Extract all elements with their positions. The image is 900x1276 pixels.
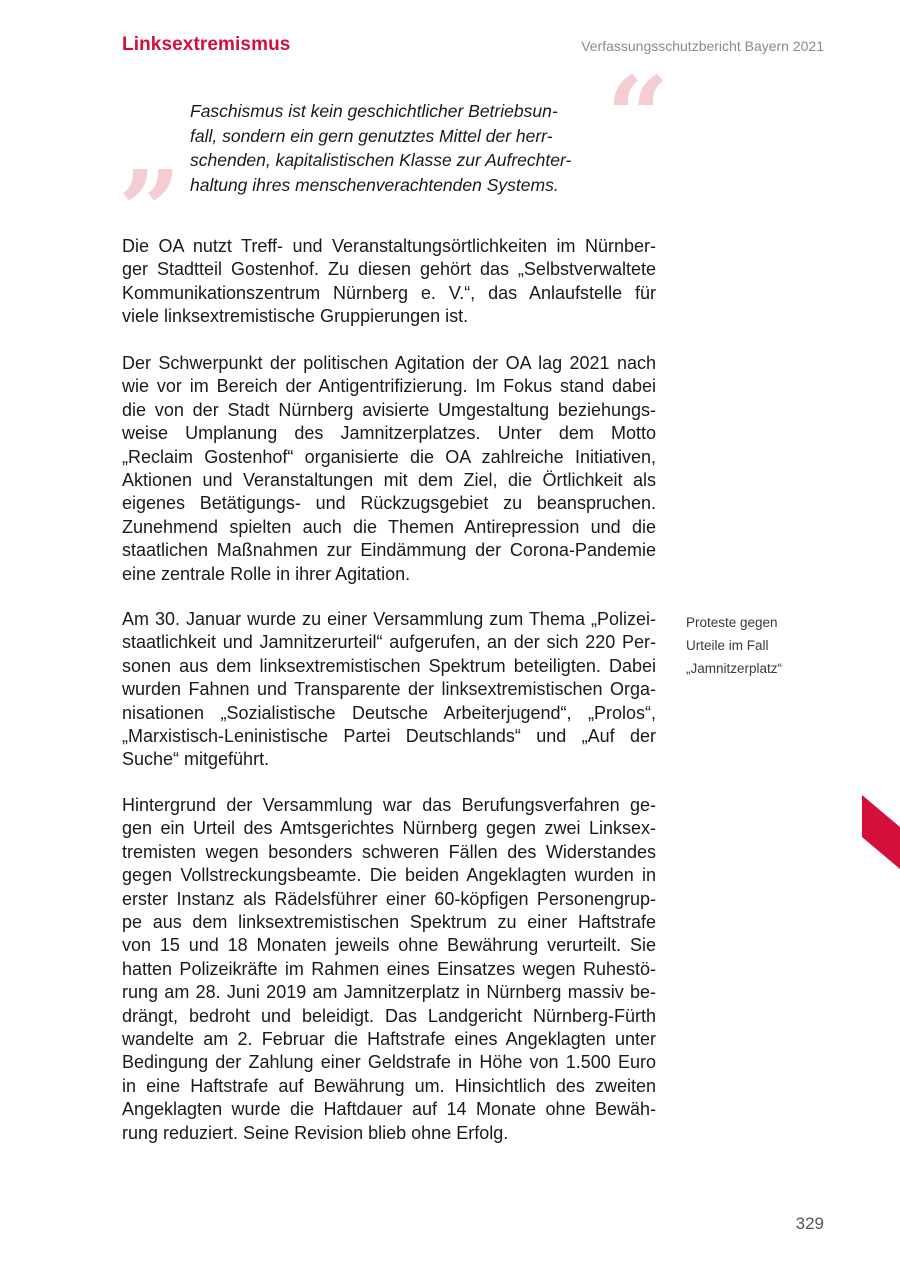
margin-note-line: „Jamnitzerplatz“ (686, 661, 783, 676)
paragraph-line: wandelte am 2. Februar die Haftstrafe eines Angeklagten unter (122, 1029, 656, 1050)
paragraph-line: Die OA nutzt Treff- und Veranstaltungsörtlichkeiten im Nürnber- (122, 236, 656, 256)
paragraph-line: weise Umplanung des Jamnitzerplatzes. Unter dem Motto (122, 423, 656, 444)
paragraph-line: von 15 und 18 Monaten jeweils ohne Bewährung verurteilt. Sie (122, 935, 656, 956)
chapter-side-tab (862, 795, 900, 869)
paragraph-line: Kommunikationszentrum Nürnberg e. V.“, das Anlaufstelle für (122, 282, 656, 303)
paragraph-line: eigenes Betätigungs- und Rückzugsgebiet zu beanspruchen. (122, 493, 656, 514)
paragraph-line: „Marxistisch-Leninistische Partei Deutschlands“ und „Auf der (122, 726, 656, 747)
page-number: 329 (795, 1214, 824, 1233)
paragraph-line: tremisten wegen besonders schweren Fällen des Widerstandes (122, 841, 656, 862)
paragraph-line: Aktionen und Veranstaltungen mit dem Ziel, die Örtlichkeit als (122, 470, 656, 491)
paragraph-3 (122, 608, 656, 772)
paragraph-line: gen ein Urteil des Amtsgerichtes Nürnberg gegen zwei Linksex- (122, 818, 656, 839)
paragraph-line: Suche“ mitgeführt. (122, 749, 270, 770)
section-title: Linksextremismus (122, 34, 291, 55)
pull-quote-line: haltung ihres menschenverachtenden Systems. (190, 174, 559, 195)
paragraph-line: wie vor im Bereich der Antigentrifizierung. Im Fokus stand dabei (122, 376, 656, 397)
opening-quote-mark: “ (606, 52, 670, 181)
closing-quote-mark: ” (118, 146, 182, 275)
paragraph-line: viele linksextremistische Gruppierungen ist. (122, 306, 469, 327)
paragraph-line: sonen aus dem linksextremistischen Spektrum beteiligten. Dabei (122, 655, 656, 676)
pull-quote-line: fall, sondern ein gern genutztes Mittel der herr- (190, 125, 553, 146)
paragraph-line: Der Schwerpunkt der politischen Agitation der OA lag 2021 nach (122, 353, 656, 373)
paragraph-line: Angeklagten wurde die Haftdauer auf 14 Monate ohne Bewäh- (122, 1099, 656, 1120)
pull-quote (190, 99, 590, 197)
paragraph-line: ger Stadtteil Gostenhof. Zu diesen gehört das „Selbstverwaltete (122, 259, 656, 280)
margin-note (686, 611, 836, 680)
paragraph-line: pe aus dem linksextremistischen Spektrum zu einer Haftstrafe (122, 912, 656, 933)
paragraph-line: Am 30. Januar wurde zu einer Versammlung zum Thema „Polizei- (122, 609, 656, 629)
paragraph-line: wurden Fahnen und Transparente der linksextremistischen Orga- (122, 679, 656, 700)
paragraph-line: die von der Stadt Nürnberg avisierte Umgestaltung beziehungs- (122, 399, 656, 420)
paragraph-line: hatten Polizeikräfte im Rahmen eines Einsatzes wegen Ruhestö- (122, 958, 656, 979)
pull-quote-line: Faschismus ist kein geschichtlicher Betriebsun- (190, 101, 558, 121)
margin-note-line: Proteste gegen (686, 615, 778, 630)
paragraph-line: Hintergrund der Versammlung war das Berufungsverfahren ge- (122, 795, 656, 815)
paragraph-line: Zunehmend spielten auch die Themen Antirepression und die (122, 516, 656, 537)
paragraph-line: Bedingung der Zahlung einer Geldstrafe in Höhe von 1.500 Euro (122, 1052, 656, 1073)
paragraph-line: erster Instanz als Rädelsführer einer 60-köpfigen Personengrup- (122, 888, 656, 909)
paragraph-line: drängt, bedroht und beleidigt. Das Landgericht Nürnberg-Fürth (122, 1005, 656, 1026)
paragraph-2 (122, 352, 656, 586)
paragraph-line: eine zentrale Rolle in ihrer Agitation. (122, 563, 411, 584)
paragraph-line: rung reduziert. Seine Revision blieb ohne Erfolg. (122, 1122, 509, 1143)
paragraph-line: in eine Haftstrafe auf Bewährung um. Hinsichtlich des zweiten (122, 1075, 656, 1096)
pull-quote-line: schenden, kapitalistischen Klasse zur Aufrechter- (190, 150, 572, 170)
paragraph-line: rung am 28. Juni 2019 am Jamnitzerplatz in Nürnberg massiv be- (122, 982, 656, 1003)
paragraph-line: nisationen „Sozialistische Deutsche Arbeiterjugend“, „Prolos“, (122, 702, 656, 723)
paragraph-line: „Reclaim Gostenhof“ organisierte die OA zahlreiche Initiativen, (122, 446, 656, 467)
paragraph-line: staatlichen Maßnahmen zur Eindämmung der Corona-Pandemie (122, 540, 656, 561)
paragraph-4 (122, 794, 656, 1145)
paragraph-line: staatlichkeit und Jamnitzerurteil“ aufgerufen, an der sich 220 Per- (122, 632, 656, 653)
paragraph-1 (122, 235, 656, 329)
report-title: Verfassungsschutzbericht Bayern 2021 (581, 38, 824, 54)
paragraph-line: gegen Vollstreckungsbeamte. Die beiden Angeklagten wurden in (122, 865, 656, 886)
margin-note-line: Urteile im Fall (686, 638, 769, 653)
